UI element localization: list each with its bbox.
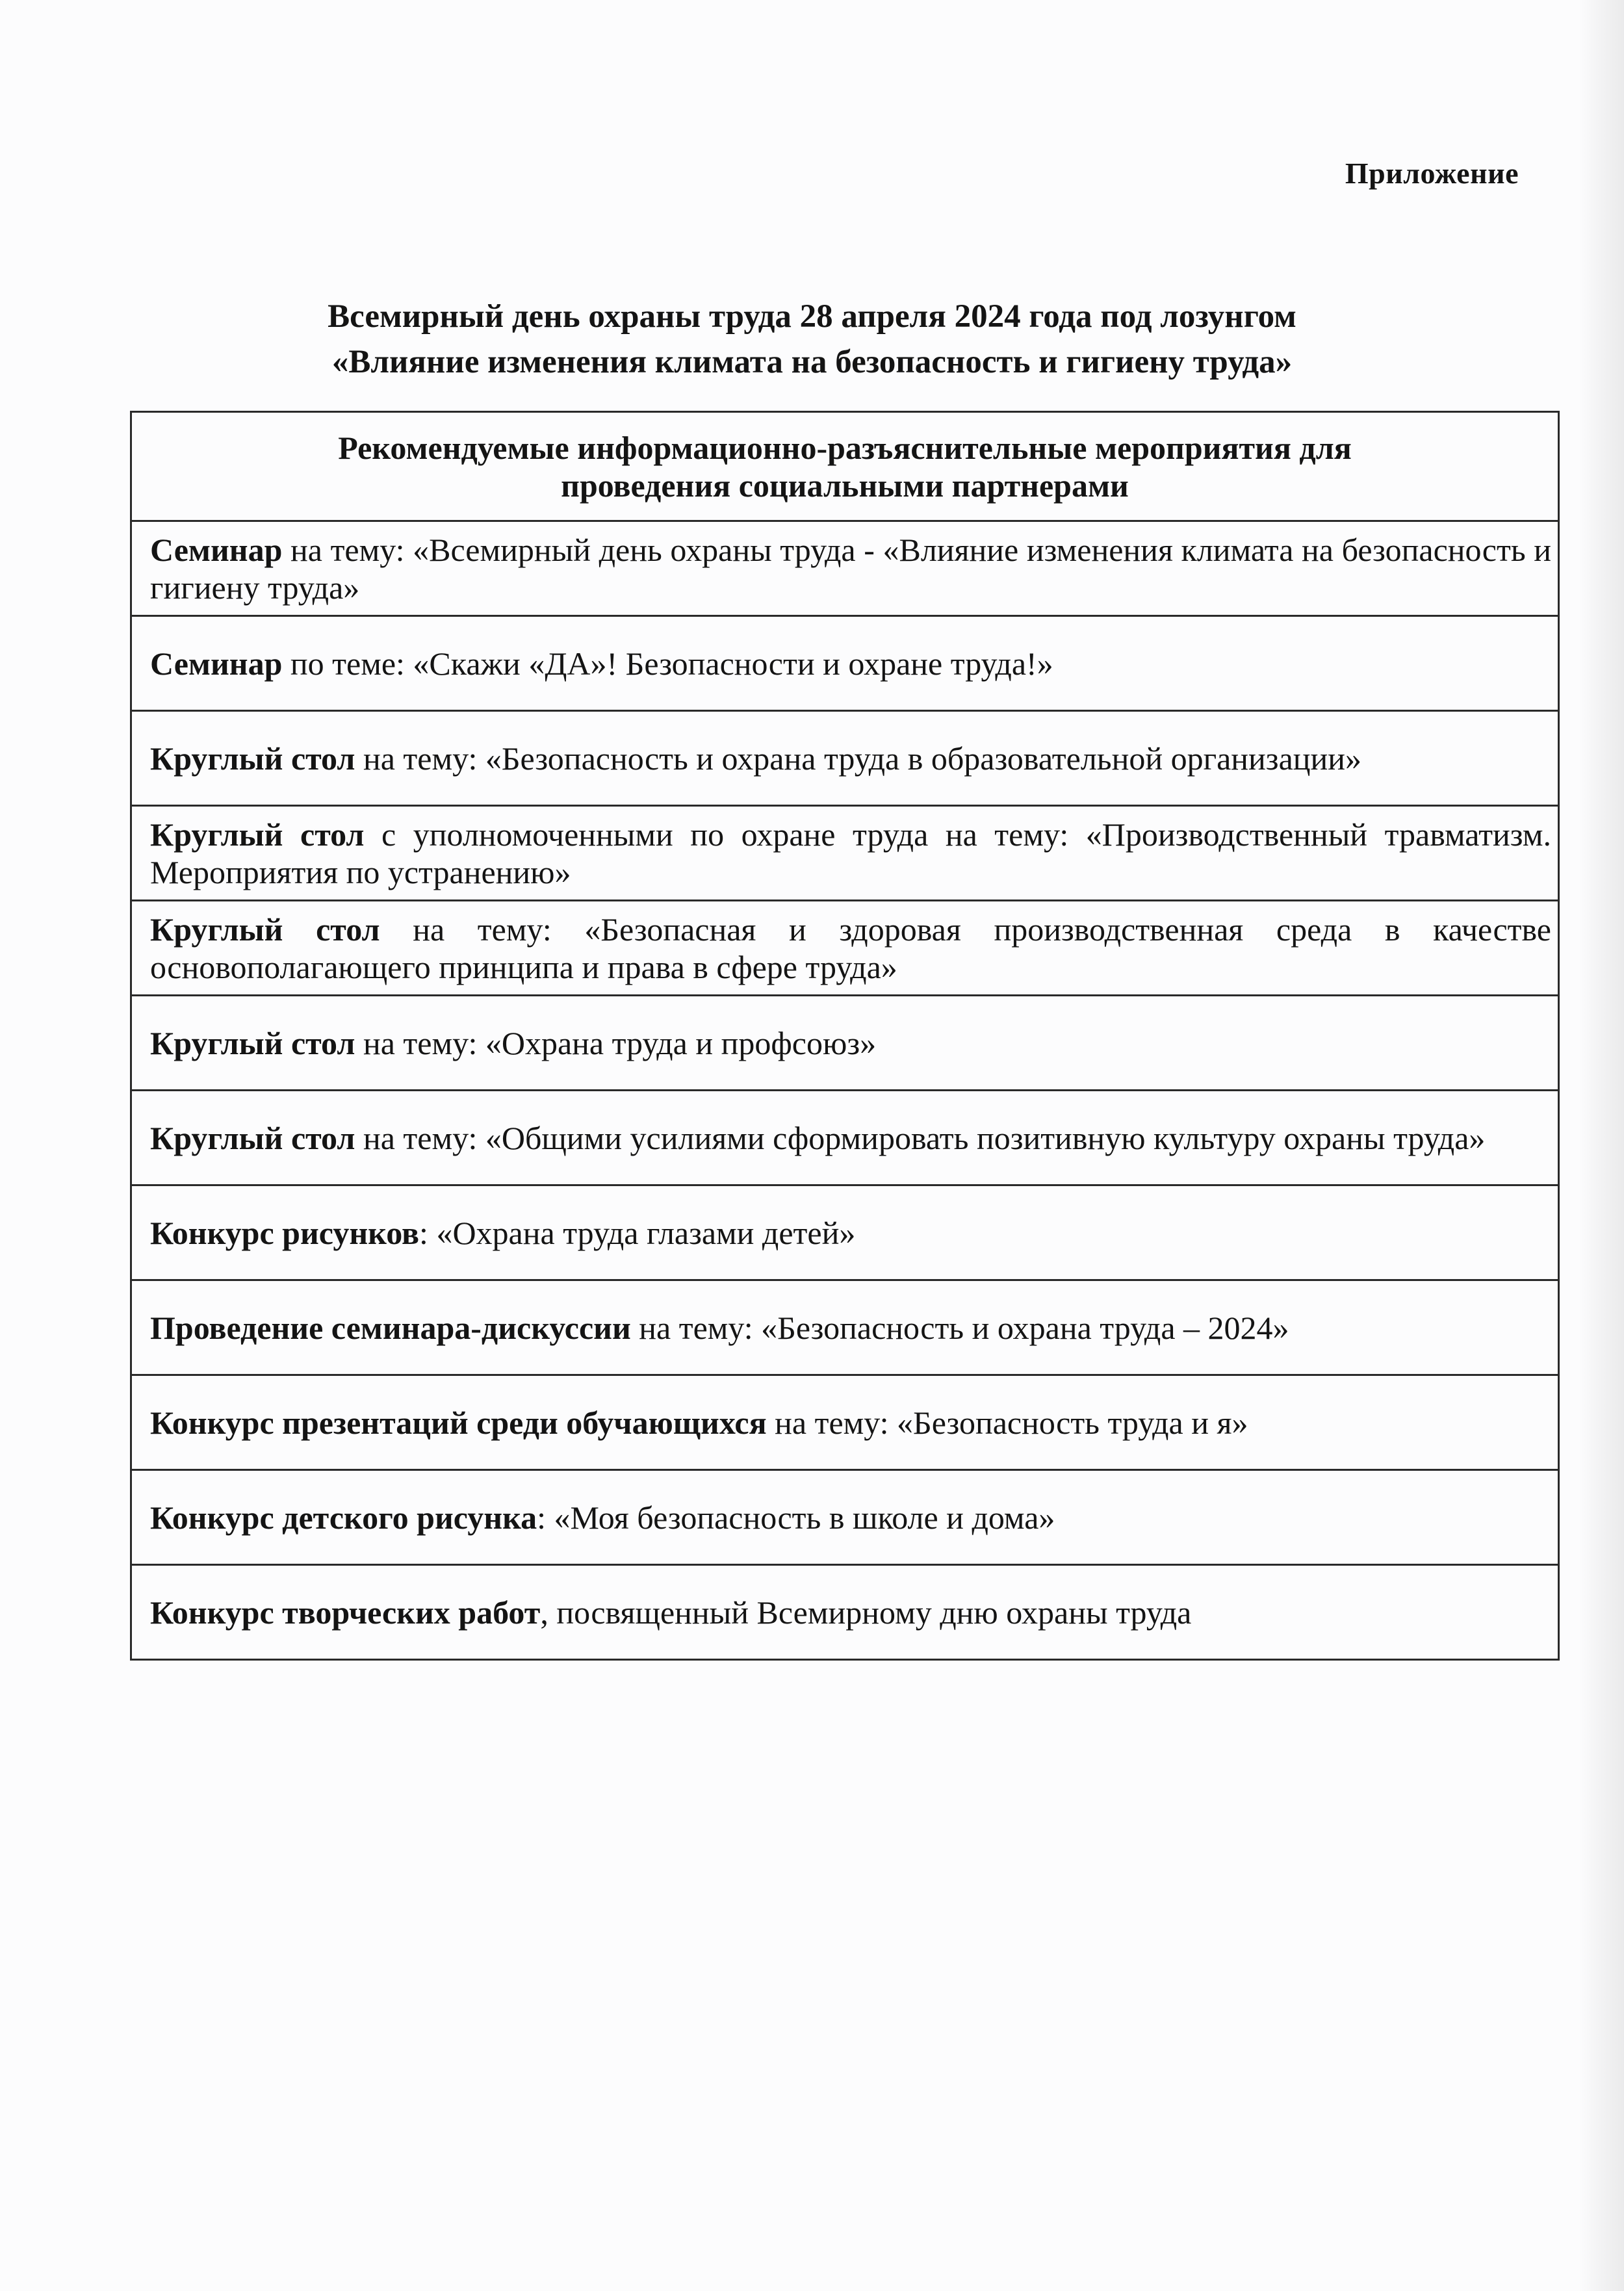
event-cell bbox=[131, 616, 1559, 711]
table-row bbox=[131, 806, 1559, 901]
event-description: на тему: «Безопасная и здоровая производственная среда в качестве основополагающего принципа и права в сфере труда» bbox=[150, 911, 1551, 985]
event-cell bbox=[131, 806, 1559, 901]
event-description: : «Моя безопасность в школе и дома» bbox=[537, 1499, 1055, 1536]
event-cell bbox=[131, 1375, 1559, 1470]
events-table bbox=[130, 411, 1560, 1661]
table-row bbox=[131, 1091, 1559, 1185]
event-type: Конкурс презентаций среди обучающихся bbox=[150, 1404, 767, 1441]
event-cell bbox=[131, 1565, 1559, 1660]
table-row bbox=[131, 1280, 1559, 1375]
event-description: с уполномоченными по охране труда на тему: «Производственный травматизм. Мероприятия по устранению» bbox=[150, 816, 1551, 890]
event-type: Проведение семинара-дискуссии bbox=[150, 1309, 631, 1346]
event-cell bbox=[131, 1091, 1559, 1185]
table-header-line-2: проведения социальными партнерами bbox=[561, 467, 1129, 504]
table-row bbox=[131, 901, 1559, 996]
event-type: Круглый стол bbox=[150, 1024, 355, 1061]
table-row bbox=[131, 1470, 1559, 1565]
event-type: Конкурс детского рисунка bbox=[150, 1499, 537, 1536]
event-description: на тему: «Всемирный день охраны труда - «Влияние изменения климата на безопасность и гигиену труда» bbox=[150, 531, 1551, 606]
table-row bbox=[131, 521, 1559, 616]
event-cell bbox=[131, 711, 1559, 806]
event-type: Круглый стол bbox=[150, 911, 380, 948]
event-description: : «Охрана труда глазами детей» bbox=[419, 1214, 856, 1251]
document-title-line-2: «Влияние изменения климата на безопасность и гигиену труда» bbox=[331, 344, 1293, 380]
event-type: Семинар bbox=[150, 531, 283, 568]
event-description: на тему: «Общими усилиями сформировать позитивную культуру охраны труда» bbox=[355, 1119, 1486, 1156]
document-title-line-1: Всемирный день охраны труда 28 апреля 2024 года под лозунгом bbox=[328, 298, 1296, 335]
table-row bbox=[131, 1565, 1559, 1660]
event-cell bbox=[131, 1185, 1559, 1280]
event-description: на тему: «Безопасность труда и я» bbox=[766, 1404, 1248, 1441]
appendix-label: Приложение bbox=[1345, 157, 1519, 190]
event-cell bbox=[131, 901, 1559, 996]
table-row bbox=[131, 616, 1559, 711]
document-title bbox=[0, 294, 1624, 385]
event-type: Конкурс творческих работ bbox=[150, 1594, 541, 1631]
event-cell bbox=[131, 1280, 1559, 1375]
event-description: на тему: «Охрана труда и профсоюз» bbox=[355, 1024, 877, 1061]
event-type: Конкурс рисунков bbox=[150, 1214, 420, 1251]
event-type: Круглый стол bbox=[150, 816, 365, 853]
table-row bbox=[131, 1185, 1559, 1280]
event-description: на тему: «Безопасность и охрана труда – 2024» bbox=[630, 1309, 1289, 1346]
event-cell bbox=[131, 1470, 1559, 1565]
table-row bbox=[131, 1375, 1559, 1470]
table-header-row bbox=[131, 412, 1559, 521]
event-description: по теме: «Скажи «ДА»! Безопасности и охране труда!» bbox=[282, 645, 1053, 682]
table-header-line-1: Рекомендуемые информационно-разъяснительные мероприятия для bbox=[338, 429, 1352, 466]
table-header bbox=[131, 412, 1559, 521]
event-cell bbox=[131, 996, 1559, 1091]
event-cell bbox=[131, 521, 1559, 616]
event-type: Круглый стол bbox=[150, 740, 355, 777]
event-description: , посвященный Всемирному дню охраны труда bbox=[540, 1594, 1192, 1631]
event-type: Семинар bbox=[150, 645, 283, 682]
event-type: Круглый стол bbox=[150, 1119, 355, 1156]
table-row bbox=[131, 996, 1559, 1091]
event-description: на тему: «Безопасность и охрана труда в образовательной организации» bbox=[355, 740, 1362, 777]
table-row bbox=[131, 711, 1559, 806]
